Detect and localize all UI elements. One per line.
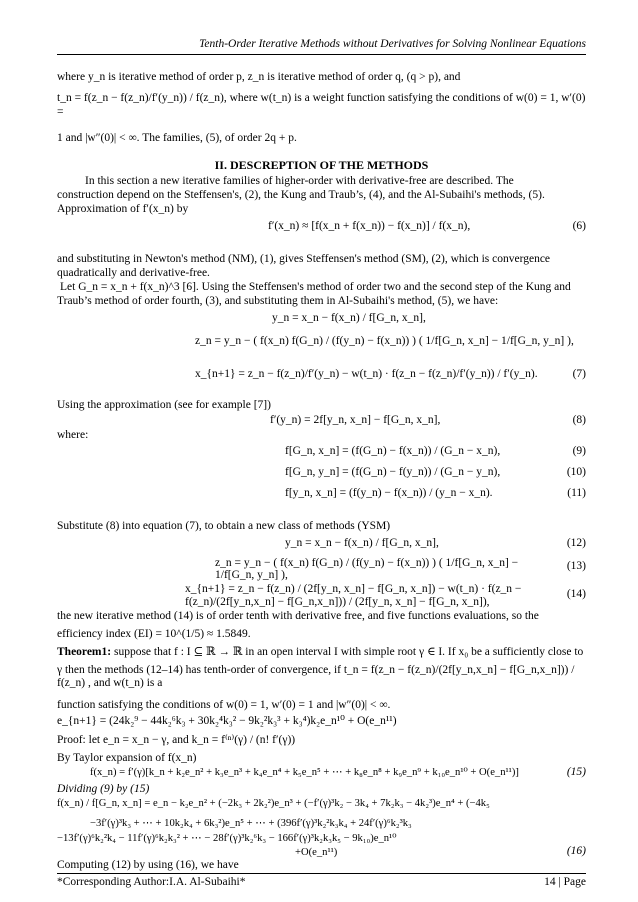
header-rule — [57, 54, 586, 55]
equation-16c: −13f′(γ)⁶k₂²k₄ − 11f′(γ)⁶k₂k₃² + ⋯ − 28f′(γ)³k₂⁶k₃ − 166f′(γ)³k₂k₃k₅ − 9k₁₀)e_n¹⁰ — [57, 833, 397, 844]
equation-10-number: (10) — [566, 466, 586, 478]
equation-11-number: (11) — [567, 487, 586, 499]
equation-11: f[y_n, x_n] = (f(y_n) − f(x_n)) / (y_n − x_n). — [285, 487, 493, 499]
equation-6: f′(x_n) ≈ [f(x_n + f(x_n)) − f(x_n)] / f(x_n), — [268, 220, 471, 232]
intro-line-3: 1 and |w″(0)| < ∞. The families, (5), of order 2q + p. — [57, 132, 297, 144]
section-heading: II. DESCREPTION OF THE METHODS — [214, 158, 429, 172]
theorem-text-1: suppose that f : I ⊆ ℝ → ℝ in an open interval I with simple root γ ∈ I. If x₀ be a sufficiently close to — [111, 646, 584, 658]
para2-line-1: and substituting in Newton's method (NM), (1), gives Steffensen's method (SM), (2), which is convergence — [57, 253, 551, 265]
equation-14: x_{n+1} = z_n − f(z_n) / (2f[y_n, x_n] − f[G_n, x_n]) − w(t_n) · f(z_n − f(z_n)/(2f[y_n,x_n] − f[G_n,x_n])) / (2f[y_n, x_n] − f[G_n, x_n]), — [185, 583, 522, 608]
equation-8: f′(y_n) = 2f[y_n, x_n] − f[G_n, x_n], — [270, 414, 441, 426]
equation-7-number: (7) — [572, 368, 586, 380]
equation-14-number: (14) — [566, 588, 586, 600]
para2-line-3: Let G_n = x_n + f(x_n)^3 [6]. Using the Steffensen's method of order two and the second step of the Kung and — [60, 281, 571, 293]
para1-line-1: In this section a new iterative families of higher-order with derivative-free are described. The — [85, 175, 514, 187]
equation-12-number: (12) — [566, 537, 586, 549]
equation-10: f[G_n, y_n] = (f(G_n) − f(y_n)) / (G_n − y_n), — [285, 466, 501, 478]
para1-line-2: construction depend on the Steffensen's, (2), the Kung and Traub’s, (4), and the Al-Subaihi's methods, (5). — [57, 189, 545, 201]
theorem-line-1 — [57, 645, 586, 659]
intro-line-1: where y_n is iterative method of order p, z_n is iterative method of order q, (q > p), and — [57, 71, 461, 83]
footer-rule — [57, 873, 586, 874]
footer-page: 14 | Page — [544, 876, 586, 888]
computing-line: Computing (12) by using (16), we have — [57, 859, 239, 871]
equation-15: f(x_n) = f′(γ)[k_n + k₂e_n² + k₃e_n³ + k₄e_n⁴ + k₅e_n⁵ + ⋯ + k₈e_n⁸ + k₉e_n⁹ + k₁₀e_n¹⁰ + O(e_n¹¹)] — [90, 767, 519, 778]
equation-8-number: (8) — [572, 414, 586, 426]
equation-16-number: (16) — [566, 845, 586, 857]
running-title: Tenth-Order Iterative Methods without Derivatives for Solving Nonlinear Equations — [199, 38, 586, 50]
equation-9-number: (9) — [572, 445, 586, 457]
theorem-line-3: function satisfying the conditions of w(0) = 1, w′(0) = 1 and |w″(0)| < ∞. — [57, 699, 391, 711]
proof-line: Proof: let e_n = x_n − γ, and k_n = f⁽ⁿ⁾(γ) / (n! f′(γ)) — [57, 734, 296, 746]
para5-line-2: efficiency index (EI) = 10^(1/5) ≈ 1.5849. — [57, 628, 251, 640]
equation-16b: −3f′(γ)³k₃ + ⋯ + 10k₂k₄ + 6k₃²)e_n⁵ + ⋯ + (396f′(γ)³k₂²k₃k₄ + 24f′(γ)⁶k₂³k₃ — [90, 818, 412, 829]
dividing-line: Dividing (9) by (15) — [57, 783, 150, 795]
equation-13: z_n = y_n − ( f(x_n) f(G_n) / (f(y_n) − f(x_n)) ) ( 1/f[G_n, x_n] − 1/f[G_n, y_n] ), — [215, 557, 519, 581]
equation-9: f[G_n, x_n] = (f(G_n) − f(x_n)) / (G_n − x_n), — [285, 445, 501, 457]
para3-line-1: Using the approximation (see for example [7]) — [57, 399, 271, 411]
para2-line-4: Traub’s method of order fourth, (3), and substituting them in Al-Subaihi's method, (5), we have: — [57, 295, 499, 307]
para1-line-3: Approximation of f′(x_n) by — [57, 203, 189, 215]
taylor-line: By Taylor expansion of f(x_n) — [57, 752, 197, 764]
equation-13-number: (13) — [566, 560, 586, 572]
footer-author: *Corresponding Author:I.A. Al-Subaihi* — [57, 876, 246, 888]
para4-line-1: Substitute (8) into equation (7), to obtain a new class of methods (YSM) — [57, 520, 391, 532]
equation-15-number: (15) — [566, 766, 586, 778]
theorem-line-2: γ then the methods (12–14) has tenth-order of convergence, if t_n = f(z_n − f(z_n)/(2f[y_n,x_n] − f[G_n,x_n])) / f(z_n) , and w(t_n) is a — [57, 664, 575, 689]
where-label: where: — [57, 429, 89, 441]
para5-line-1: the new iterative method (14) is of order tenth with derivative free, and five functions evaluations, so the — [57, 610, 539, 622]
equation-7a: y_n = x_n − f(x_n) / f[G_n, x_n], — [272, 312, 426, 324]
equation-16a: f(x_n) / f[G_n, x_n] = e_n − k₂e_n² + (−2k₃ + 2k₂²)e_n³ + (−f′(γ)³k₂ − 3k₄ + 7k₂k₃ − 4k₂³)e_n⁴ + (−4k₅ — [57, 798, 490, 809]
equation-16d: +O(e_n¹¹) — [295, 847, 338, 858]
theorem-label: Theorem1: — [57, 646, 112, 658]
intro-line-2: t_n = f(z_n − f(z_n)/f′(y_n)) / f(z_n), where w(t_n) is a weight function satisfying the conditions of w(0) = 1, w′(0) = — [57, 92, 586, 118]
equation-7c: x_{n+1} = z_n − f(z_n)/f′(y_n) − w(t_n) · f(z_n − f(z_n)/f′(y_n)) / f′(y_n). — [195, 368, 538, 380]
equation-6-number: (6) — [572, 220, 586, 232]
para2-line-2: quadratically and derivative-free. — [57, 267, 210, 279]
equation-12: y_n = x_n − f(x_n) / f[G_n, x_n], — [285, 537, 439, 549]
error-equation: e_{n+1} = (24k₂⁹ − 44k₂⁶k₃ + 30k₂⁴k₃² − 9k₂²k₃³ + k₃⁴)k₂e_n¹⁰ + O(e_n¹¹) — [57, 715, 397, 727]
equation-7b: z_n = y_n − ( f(x_n) f(G_n) / (f(y_n) − f(x_n)) ) ( 1/f[G_n, x_n] − 1/f[G_n, y_n] ), — [195, 335, 574, 347]
